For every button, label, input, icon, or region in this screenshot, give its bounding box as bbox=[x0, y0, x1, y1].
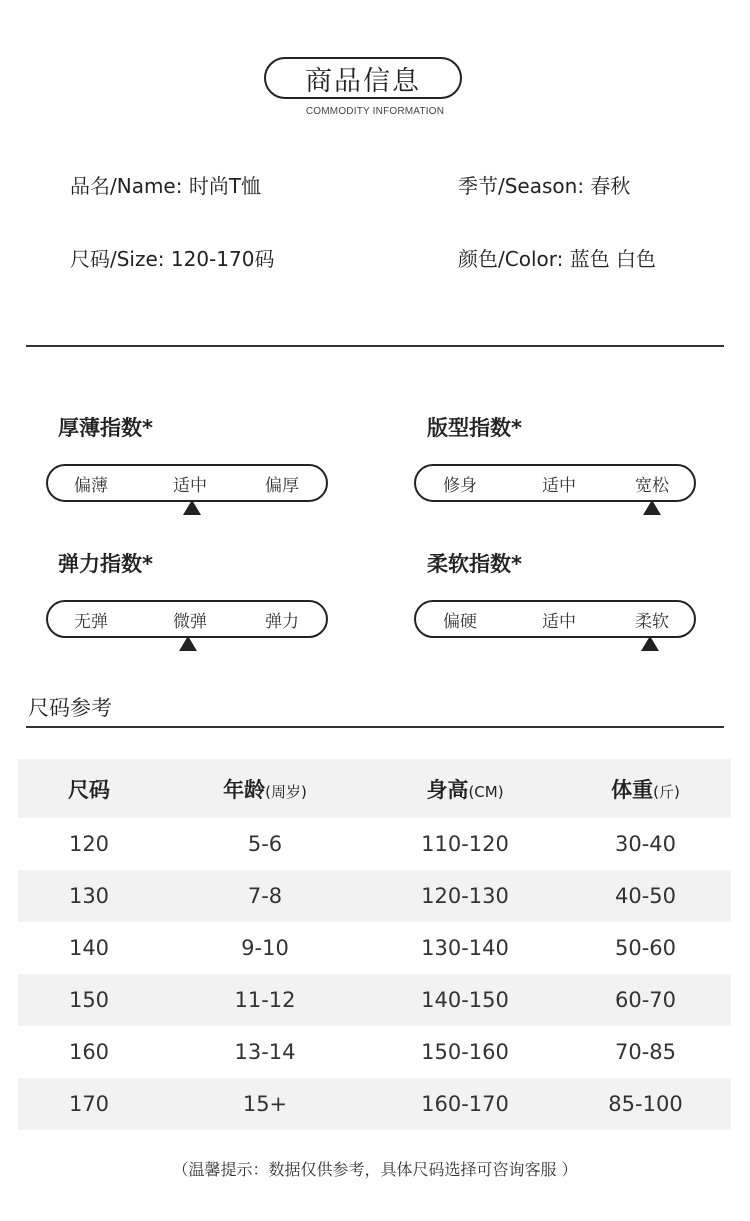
index-scale bbox=[414, 600, 696, 638]
size-table bbox=[18, 759, 731, 1130]
selected-marker-icon bbox=[179, 636, 197, 651]
table-cell: 150-160 bbox=[421, 1040, 509, 1064]
column-header: 年龄(周岁) bbox=[223, 777, 307, 802]
index-scale bbox=[414, 464, 696, 502]
product-size: 尺码/Size: 120-170码 bbox=[70, 247, 275, 271]
table-cell: 15+ bbox=[242, 1092, 288, 1116]
table-cell: 160 bbox=[68, 1040, 110, 1064]
footnote: （温馨提示：数据仅供参考，具体尺码选择可咨询客服 ） bbox=[172, 1160, 578, 1179]
scale-option: 宽松 bbox=[635, 475, 669, 496]
index-title: 版型指数* bbox=[427, 416, 522, 440]
page-title: 商品信息 bbox=[305, 65, 421, 97]
table-cell: 50-60 bbox=[614, 936, 677, 960]
table-cell: 40-50 bbox=[614, 884, 677, 908]
table-cell: 30-40 bbox=[614, 832, 677, 856]
scale-option: 偏厚 bbox=[265, 475, 299, 496]
index-scale bbox=[46, 600, 328, 638]
table-cell: 120 bbox=[68, 832, 110, 856]
table-cell: 110-120 bbox=[421, 832, 509, 856]
selected-marker-icon bbox=[641, 636, 659, 651]
table-row bbox=[18, 974, 731, 1026]
table-row bbox=[18, 1026, 731, 1078]
table-cell: 7-8 bbox=[247, 884, 283, 908]
scale-option: 适中 bbox=[542, 475, 576, 496]
table-cell: 60-70 bbox=[614, 988, 677, 1012]
table-cell: 13-14 bbox=[234, 1040, 296, 1064]
table-cell: 9-10 bbox=[241, 936, 289, 960]
table-cell: 150 bbox=[68, 988, 110, 1012]
index-scale bbox=[46, 464, 328, 502]
product-name: 品名/Name: 时尚T恤 bbox=[70, 174, 262, 198]
size-chart-title: 尺码参考 bbox=[28, 696, 112, 720]
column-header: 体重(斤) bbox=[611, 777, 680, 802]
table-cell: 130 bbox=[68, 884, 110, 908]
table-cell: 5-6 bbox=[247, 832, 283, 856]
product-color: 颜色/Color: 蓝色 白色 bbox=[458, 247, 657, 271]
product-season: 季节/Season: 春秋 bbox=[458, 174, 631, 198]
table-cell: 11-12 bbox=[234, 988, 296, 1012]
table-row bbox=[18, 922, 731, 974]
table-row bbox=[18, 870, 731, 922]
scale-option: 适中 bbox=[173, 475, 207, 496]
table-header-row bbox=[18, 759, 731, 818]
index-title: 厚薄指数* bbox=[58, 416, 153, 440]
selected-marker-icon bbox=[643, 500, 661, 515]
scale-option: 柔软 bbox=[635, 611, 669, 632]
table-cell: 170 bbox=[68, 1092, 110, 1116]
scale-option: 适中 bbox=[542, 611, 576, 632]
scale-option: 无弹 bbox=[74, 611, 108, 632]
column-header: 尺码 bbox=[68, 777, 110, 802]
table-cell: 130-140 bbox=[421, 936, 509, 960]
scale-option: 微弹 bbox=[173, 611, 207, 632]
scale-option: 修身 bbox=[443, 475, 477, 496]
page-subtitle: COMMODITY INFORMATION bbox=[305, 106, 445, 117]
scale-option: 偏薄 bbox=[74, 475, 108, 496]
table-cell: 140 bbox=[68, 936, 110, 960]
scale-option: 弹力 bbox=[265, 611, 299, 632]
table-cell: 85-100 bbox=[608, 1092, 683, 1116]
table-cell: 120-130 bbox=[421, 884, 509, 908]
section-title-pill bbox=[264, 57, 462, 99]
table-cell: 160-170 bbox=[421, 1092, 509, 1116]
divider bbox=[26, 345, 724, 347]
scale-option: 偏硬 bbox=[443, 611, 477, 632]
divider bbox=[26, 726, 724, 728]
table-row bbox=[18, 1078, 731, 1130]
index-title: 柔软指数* bbox=[427, 552, 522, 576]
column-header: 身高(CM) bbox=[426, 777, 504, 802]
index-title: 弹力指数* bbox=[58, 552, 153, 576]
table-cell: 140-150 bbox=[421, 988, 509, 1012]
table-row bbox=[18, 818, 731, 870]
selected-marker-icon bbox=[183, 500, 201, 515]
table-cell: 70-85 bbox=[614, 1040, 677, 1064]
